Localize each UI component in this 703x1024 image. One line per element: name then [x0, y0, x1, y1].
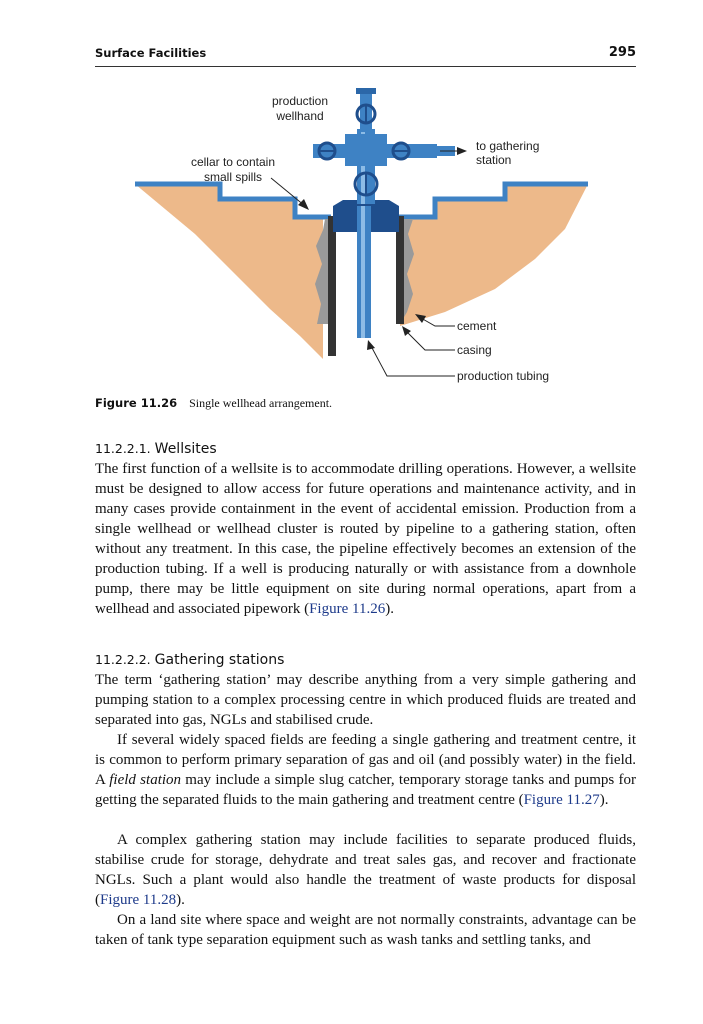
- section-number: 11.2.2.1.: [95, 441, 151, 456]
- running-head: [95, 46, 636, 67]
- label-wellhead-line2: wellhand: [276, 109, 324, 123]
- paragraph-text-end: ).: [599, 792, 609, 808]
- section-title: Gathering stations: [154, 652, 285, 668]
- valve-top-icon: [357, 105, 375, 123]
- section-title: Wellsites: [154, 441, 217, 457]
- paragraph-text: The term ‘gathering station’ may describe anything from a very simple gathering and pumping station to a complex processing centre in which produced fluids are treated and separated into gas, NGLs and stabilised crude.: [95, 672, 636, 728]
- paragraph-text-end: ).: [385, 601, 394, 617]
- page-number: 295: [608, 45, 636, 60]
- earth-right: [400, 184, 588, 326]
- paragraph-text-end: ).: [176, 892, 185, 908]
- paragraph-wellsites: [95, 459, 636, 619]
- paragraph-text: If several widely spaced fields are feeding a single gathering and treatment centre, it is common to perform primary separation of gas and oil (and possibly water) in the field. A: [95, 732, 636, 788]
- label-production-tubing: production tubing: [457, 369, 550, 383]
- paragraph-text-cont: may include a simple slug catcher, temporary storage tanks and pumps for getting the separated fluids to the main gathering and treatment centre (: [95, 772, 636, 808]
- label-cement: cement: [457, 319, 497, 333]
- cellar-arrowhead-icon: [298, 199, 309, 210]
- gathering-arrowhead-icon: [457, 147, 467, 155]
- casing-pointer: [405, 330, 455, 350]
- paragraph-text: A complex gathering station may include facilities to separate produced fluids, stabilise crude for storage, dehydrate and treat sales gas, and recover and fractionate NGLs. Such a plant would also handle the treatment of waste products for disposal (: [95, 832, 636, 908]
- section-number: 11.2.2.2.: [95, 652, 151, 667]
- paragraph-gathering-3: [95, 830, 636, 910]
- cement-pointer: [421, 318, 455, 326]
- paragraph-gathering-2: [95, 730, 636, 810]
- figure-link[interactable]: Figure 11.27: [523, 792, 600, 808]
- paragraph-text: On a land site where space and weight are not normally constraints, advantage can be taken of tank type separation equipment such as wash tanks and settling tanks, and: [95, 912, 636, 948]
- casing-right: [396, 216, 404, 324]
- label-cellar-line2: small spills: [203, 170, 262, 184]
- caption-number: Figure 11.26: [95, 396, 178, 410]
- section-heading-gathering: [95, 651, 284, 669]
- paragraph-gathering-1: [95, 670, 636, 730]
- casing-left: [328, 216, 336, 356]
- label-cellar-line1: cellar to contain: [190, 155, 275, 169]
- figure-link[interactable]: Figure 11.28: [100, 892, 177, 908]
- running-head-title: Surface Facilities: [95, 46, 207, 60]
- section-heading-wellsites: [95, 440, 217, 458]
- paragraph-gathering-4: [95, 910, 636, 950]
- wellhead-figure: [95, 84, 636, 389]
- paragraph-text: The first function of a wellsite is to accommodate drilling operations. However, a wellsite must be designed to allow access for future operations and maintenance activity, and in many cases provide containment in the event of accidental emission. Production from a single wellhead or wellhead cluster is routed by pipeline to a gathering station, often without any treatment. In this case, the pipeline effectively becomes an extension of the production tubing. If a well is producing naturally or with assistance from a downhole pump, there may be little equipment on site during normal operations, apart from a wellhead and associated pipework (: [95, 461, 636, 617]
- figure-link[interactable]: Figure 11.26: [309, 601, 386, 617]
- label-gathering-line1: to gathering: [476, 139, 540, 153]
- caption-text: Single wellhead arrangement.: [189, 396, 333, 410]
- cap-flange: [356, 88, 376, 94]
- tubing-highlight: [361, 206, 365, 338]
- emphasis-text: field station: [109, 772, 182, 788]
- label-wellhead-line1: production: [271, 94, 329, 108]
- figure-caption: [95, 396, 636, 411]
- label-casing: casing: [457, 343, 492, 357]
- wellhead-diagram: [95, 84, 636, 389]
- tree-cross: [345, 134, 387, 166]
- label-gathering-line2: station: [476, 153, 512, 167]
